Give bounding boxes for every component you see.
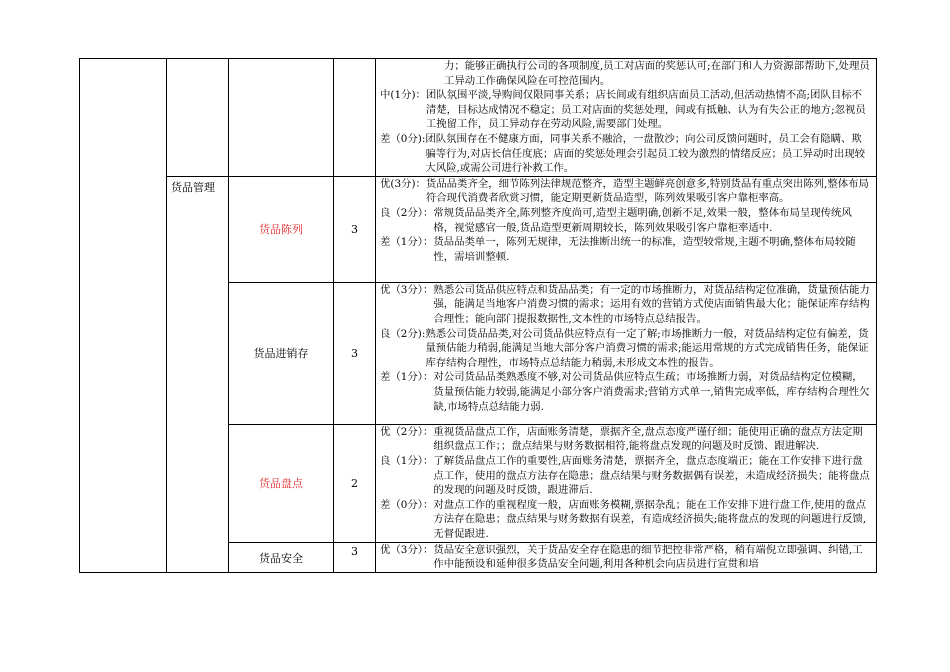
item-name: 货品安全 bbox=[229, 542, 334, 572]
grade-text: 重视货品盘点工作，店面账务清楚，票据齐全,盘点态度严谨仔细；能使用正确的盘点方法定期组织盘点工作；；盘点结果与财务数据相符,能将盘点发现的问题及时反馈、跟进解决. bbox=[433, 425, 863, 453]
criteria-fair bbox=[380, 327, 872, 371]
item-name: 货品进销存 bbox=[229, 282, 334, 424]
grade-text: 熟悉公司货品供应特点和货品品类；有一定的市场推断力，对货品结构定位准确，货量预估能力强，能满足当地客户消费习惯的需求；运用有效的营销方式使店面销售最大化；能保证库存结构合理性；能向部门提报数据性,文本性的市场特点总结报告。 bbox=[433, 283, 870, 325]
criteria-poor bbox=[380, 370, 872, 414]
criteria-good bbox=[380, 543, 872, 572]
grade-label: 差（0分): bbox=[380, 132, 426, 145]
criteria-cell bbox=[376, 59, 877, 177]
item-score: 3 bbox=[334, 542, 376, 572]
grade-text: 团队氛围存在不健康方面，同事关系不融洽，一盘散沙；向公司反馈问题时，员工会有隐瞒、欺骗等行为,对店长信任度底；店面的奖惩处理会引起员工较为激烈的情绪反应；员工异动时出现较大风险,或需公司进行补救工作。 bbox=[425, 132, 866, 175]
criteria-poor bbox=[380, 132, 872, 176]
grade-text: 货品品类齐全，细节陈列法律规范整齐，造型主题鲜亮创意多,特别货品有重点突出陈列,整体布局符合现代消费者欣赏习惯，能定期更新货品造型，陈列效果吸引客户靠柜率高。 bbox=[425, 177, 869, 205]
grade-label: 良（2分): bbox=[380, 327, 426, 340]
criteria-good bbox=[380, 283, 872, 327]
grade-label: 差（1分）： bbox=[380, 371, 434, 384]
grade-label: 优(3分)： bbox=[380, 177, 426, 190]
item-score: 3 bbox=[334, 176, 376, 282]
criteria-good bbox=[380, 177, 872, 206]
grade-text: 对盘点工作的重视程度一般，店面账务模糊,票据杂乱；能在工作安排下进行盘工作,使用的盘点方法存在隐患；盘点结果与财务数据有误差，有造成经济损失;能将盘点的发现的问题进行反馈,无督促跟进. bbox=[433, 498, 867, 540]
grade-text: 熟悉公司货品品类,对公司货品供应特点有一定了解;市场推断力一般，对货品结构定位有偏差，货量预估能力稍弱,能满足当地大部分客户消费习惯的需求;能运用常规的方式完成销售任务，能保证库存结构合理性，市场特点总结能力稍弱,未形成文本性的报告。 bbox=[425, 327, 869, 369]
criteria-cell bbox=[376, 282, 877, 424]
grade-label: 差（0分）： bbox=[380, 498, 434, 511]
item-score: 2 bbox=[334, 424, 376, 542]
item-name: 货品陈列 bbox=[229, 176, 334, 282]
criteria-cell bbox=[376, 424, 877, 542]
empty-cell bbox=[334, 59, 376, 177]
criteria-cell bbox=[376, 542, 877, 572]
grade-label: 优（2分）： bbox=[380, 425, 434, 438]
item-name: 货品盘点 bbox=[229, 424, 334, 542]
grade-label: 良（1分）： bbox=[380, 454, 434, 467]
grade-text: 了解货品盘点工作的重要性,店面账务清楚，票据齐全，盘点态度端正；能在工作安排下进行盘点工作，使用的盘点方法存在隐患；盘点结果与财务数据偶有误差，未造成经济损失；能将盘点的发现的问题及时反馈，跟进滞后. bbox=[433, 454, 870, 497]
grade-label: 中(1分)： bbox=[380, 89, 426, 102]
grade-text: 货品安全意识强烈，关于货品安全存在隐患的细节把控非常严格，稍有端倪立即强调、纠错,工作中能预设和延伸很多货品安全问题,利用各种机会向店员进行宣贯和培 bbox=[433, 543, 863, 571]
empty-cell bbox=[80, 59, 167, 573]
grade-label: 优（3分）： bbox=[380, 283, 434, 296]
grade-text: 团队氛围平淡,导购间仅限同事关系；店长间或有组织店面员工活动,但活动热情不高;团队目标不清楚，目标达成情况不稳定；员工对店面的奖惩处理，间或有抵触、认为有失公正的地方;忽视员工挽留工作，员工异动存在劳动风险,需要部门处理。 bbox=[425, 89, 866, 131]
criteria-fair bbox=[380, 454, 872, 498]
grade-text: 对公司货品品类熟悉度不够,对公司货品供应特点生疏；市场推断力弱，对货品结构定位模糊，货量预估能力较弱,能满足小部分客户消费需求;营销方式单一,销售完成率低，库存结构合理性欠缺,市场特点总结能力弱. bbox=[433, 371, 870, 413]
item-score: 3 bbox=[334, 282, 376, 424]
empty-cell bbox=[229, 59, 334, 177]
table-row bbox=[80, 176, 877, 282]
grade-text: 常规货品品类齐全,陈列整齐度尚可,造型主题明确,创新不足,效果一般，整体布局呈现传统风格，视觉感官一般,货品造型更新周期较长，陈列效果吸引客户靠柜率适中. bbox=[433, 206, 852, 234]
criteria-text: 力；能够正确执行公司的各项制度,员工对店面的奖惩认可;在部门和人力资源部帮助下,处理员工异动工作确保风险在可控范围内。 bbox=[444, 60, 870, 87]
criteria-fair bbox=[380, 206, 872, 235]
grade-label: 差（1分）： bbox=[380, 236, 434, 249]
grade-label: 良（2分）： bbox=[380, 206, 434, 219]
criteria-good bbox=[380, 425, 872, 454]
empty-cell bbox=[167, 59, 229, 177]
grade-text: 货品品类单一，陈列无规律，无法推断出统一的标准，造型较常规,主题不明确,整体布局较随性，需培训整顿. bbox=[433, 236, 856, 263]
criteria-mid bbox=[380, 88, 872, 132]
category-cell: 货品管理 bbox=[167, 176, 229, 572]
grade-label: 优（3分）： bbox=[380, 543, 434, 556]
table-row bbox=[80, 59, 877, 177]
criteria-poor bbox=[380, 235, 872, 264]
evaluation-table bbox=[79, 58, 877, 573]
criteria-cell bbox=[376, 176, 877, 282]
criteria-poor bbox=[380, 498, 872, 542]
